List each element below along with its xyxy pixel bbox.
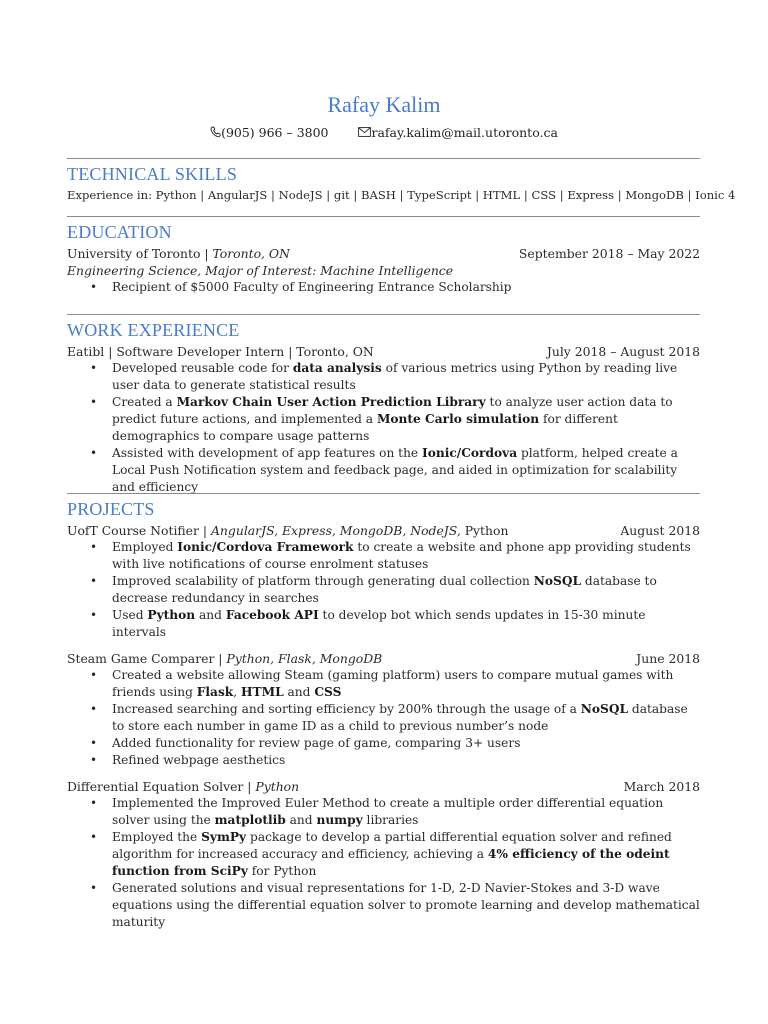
contact-line (0, 125, 768, 140)
education-section (67, 216, 700, 296)
education-header (67, 245, 700, 262)
list-item: • Used Python and Facebook API to develop bot which sends updates in 15-30 minute intervals (112, 607, 700, 641)
project-bullets (67, 667, 700, 769)
phone-icon (210, 125, 221, 140)
divider (67, 314, 700, 315)
divider (67, 158, 700, 159)
envelope-icon (358, 125, 371, 140)
divider (67, 493, 700, 494)
list-item: • Generated solutions and visual representations for 1-D, 2-D Navier-Stokes and 3-D wave equations using the differential equation solver to promote learning and develop mathematical maturity (112, 880, 700, 931)
school-location: Toronto, ON (212, 246, 290, 261)
candidate-name: Rafay Kalim (327, 92, 441, 117)
projects-section (67, 493, 700, 931)
project-date: August 2018 (620, 523, 700, 538)
education-dates: September 2018 – May 2022 (518, 246, 700, 261)
project-date: June 2018 (636, 651, 700, 666)
list-item: • Recipient of $5000 Faculty of Engineering Entrance Scholarship (112, 279, 700, 296)
list-item: • Increased searching and sorting efficiency by 200% through the usage of a NoSQL database to store each number in game ID as a child to previous number’s node (112, 701, 700, 735)
project-header: Steam Game Comparer | Python, Flask, MongoDB June 2018 (67, 651, 700, 666)
list-item: • Created a Markov Chain User Action Prediction Library to analyze user action data to predict future actions, and implemented a Monte Carlo simulation for different demographics to compare usage patterns (112, 394, 700, 445)
skills-list (67, 187, 736, 204)
project-header: UofT Course Notifier | AngularJS, Express, MongoDB, NodeJS, Python August 2018 (67, 523, 700, 538)
skills-label: Experience in: (67, 188, 152, 202)
list-item: • Created a website allowing Steam (gaming platform) users to compare mutual games with friends using Flask, HTML and CSS (112, 667, 700, 701)
phone-number[interactable]: (905) 966 – 3800 (221, 125, 329, 140)
list-item: • Employed Ionic/Cordova Framework to create a website and phone app providing students with live notifications of course enrolment statuses (112, 539, 700, 573)
project-date: March 2018 (623, 779, 700, 794)
work-header (67, 343, 700, 360)
work-bullets (67, 360, 700, 496)
list-item: • Assisted with development of app features on the Ionic/Cordova platform, helped create a Local Push Notification system and feedback page, and aided in optimization for scalability and efficiency (112, 445, 700, 496)
program-line (67, 262, 700, 279)
program-name: Engineering Science, Major of Interest: Machine Intelligence (67, 263, 454, 278)
work-role: Eatibl | Software Developer Intern | Toronto, ON (67, 344, 374, 359)
school-name: University of Toronto | (67, 246, 213, 261)
skills-title: TECHNICAL SKILLS (67, 164, 238, 184)
education-title: EDUCATION (67, 222, 172, 242)
list-item: • Improved scalability of platform through generating dual collection NoSQL database to decrease redundancy in searches (112, 573, 700, 607)
projects-title: PROJECTS (67, 499, 155, 519)
work-section (67, 314, 700, 496)
list-item: • Added functionality for review page of game, comparing 3+ users (112, 735, 700, 752)
skills-section (67, 158, 736, 204)
list-item: • Employed the SymPy package to develop a partial differential equation solver and refined algorithm for increased accuracy and efficiency, achieving a 4% efficiency of the odeint function from SciPy for Python (112, 829, 700, 880)
list-item: • Developed reusable code for data analysis of various metrics using Python by reading live user data to generate statistical results (112, 360, 700, 394)
list-item: • Refined webpage aesthetics (112, 752, 700, 769)
project-bullets (67, 539, 700, 641)
email-link[interactable]: rafay.kalim@mail.utoronto.ca (371, 125, 558, 140)
project-header: Differential Equation Solver | Python March 2018 (67, 779, 700, 794)
divider (67, 216, 700, 217)
list-item: • Implemented the Improved Euler Method to create a multiple order differential equation solver using the matplotlib and numpy libraries (112, 795, 700, 829)
work-title: WORK EXPERIENCE (67, 320, 240, 340)
skills-items: Python | AngularJS | NodeJS | git | BASH | TypeScript | HTML | CSS | Express | MongoDB | Ionic 4 (155, 188, 736, 202)
work-dates: July 2018 – August 2018 (546, 344, 700, 359)
education-bullets (67, 279, 700, 296)
project-bullets (67, 795, 700, 931)
